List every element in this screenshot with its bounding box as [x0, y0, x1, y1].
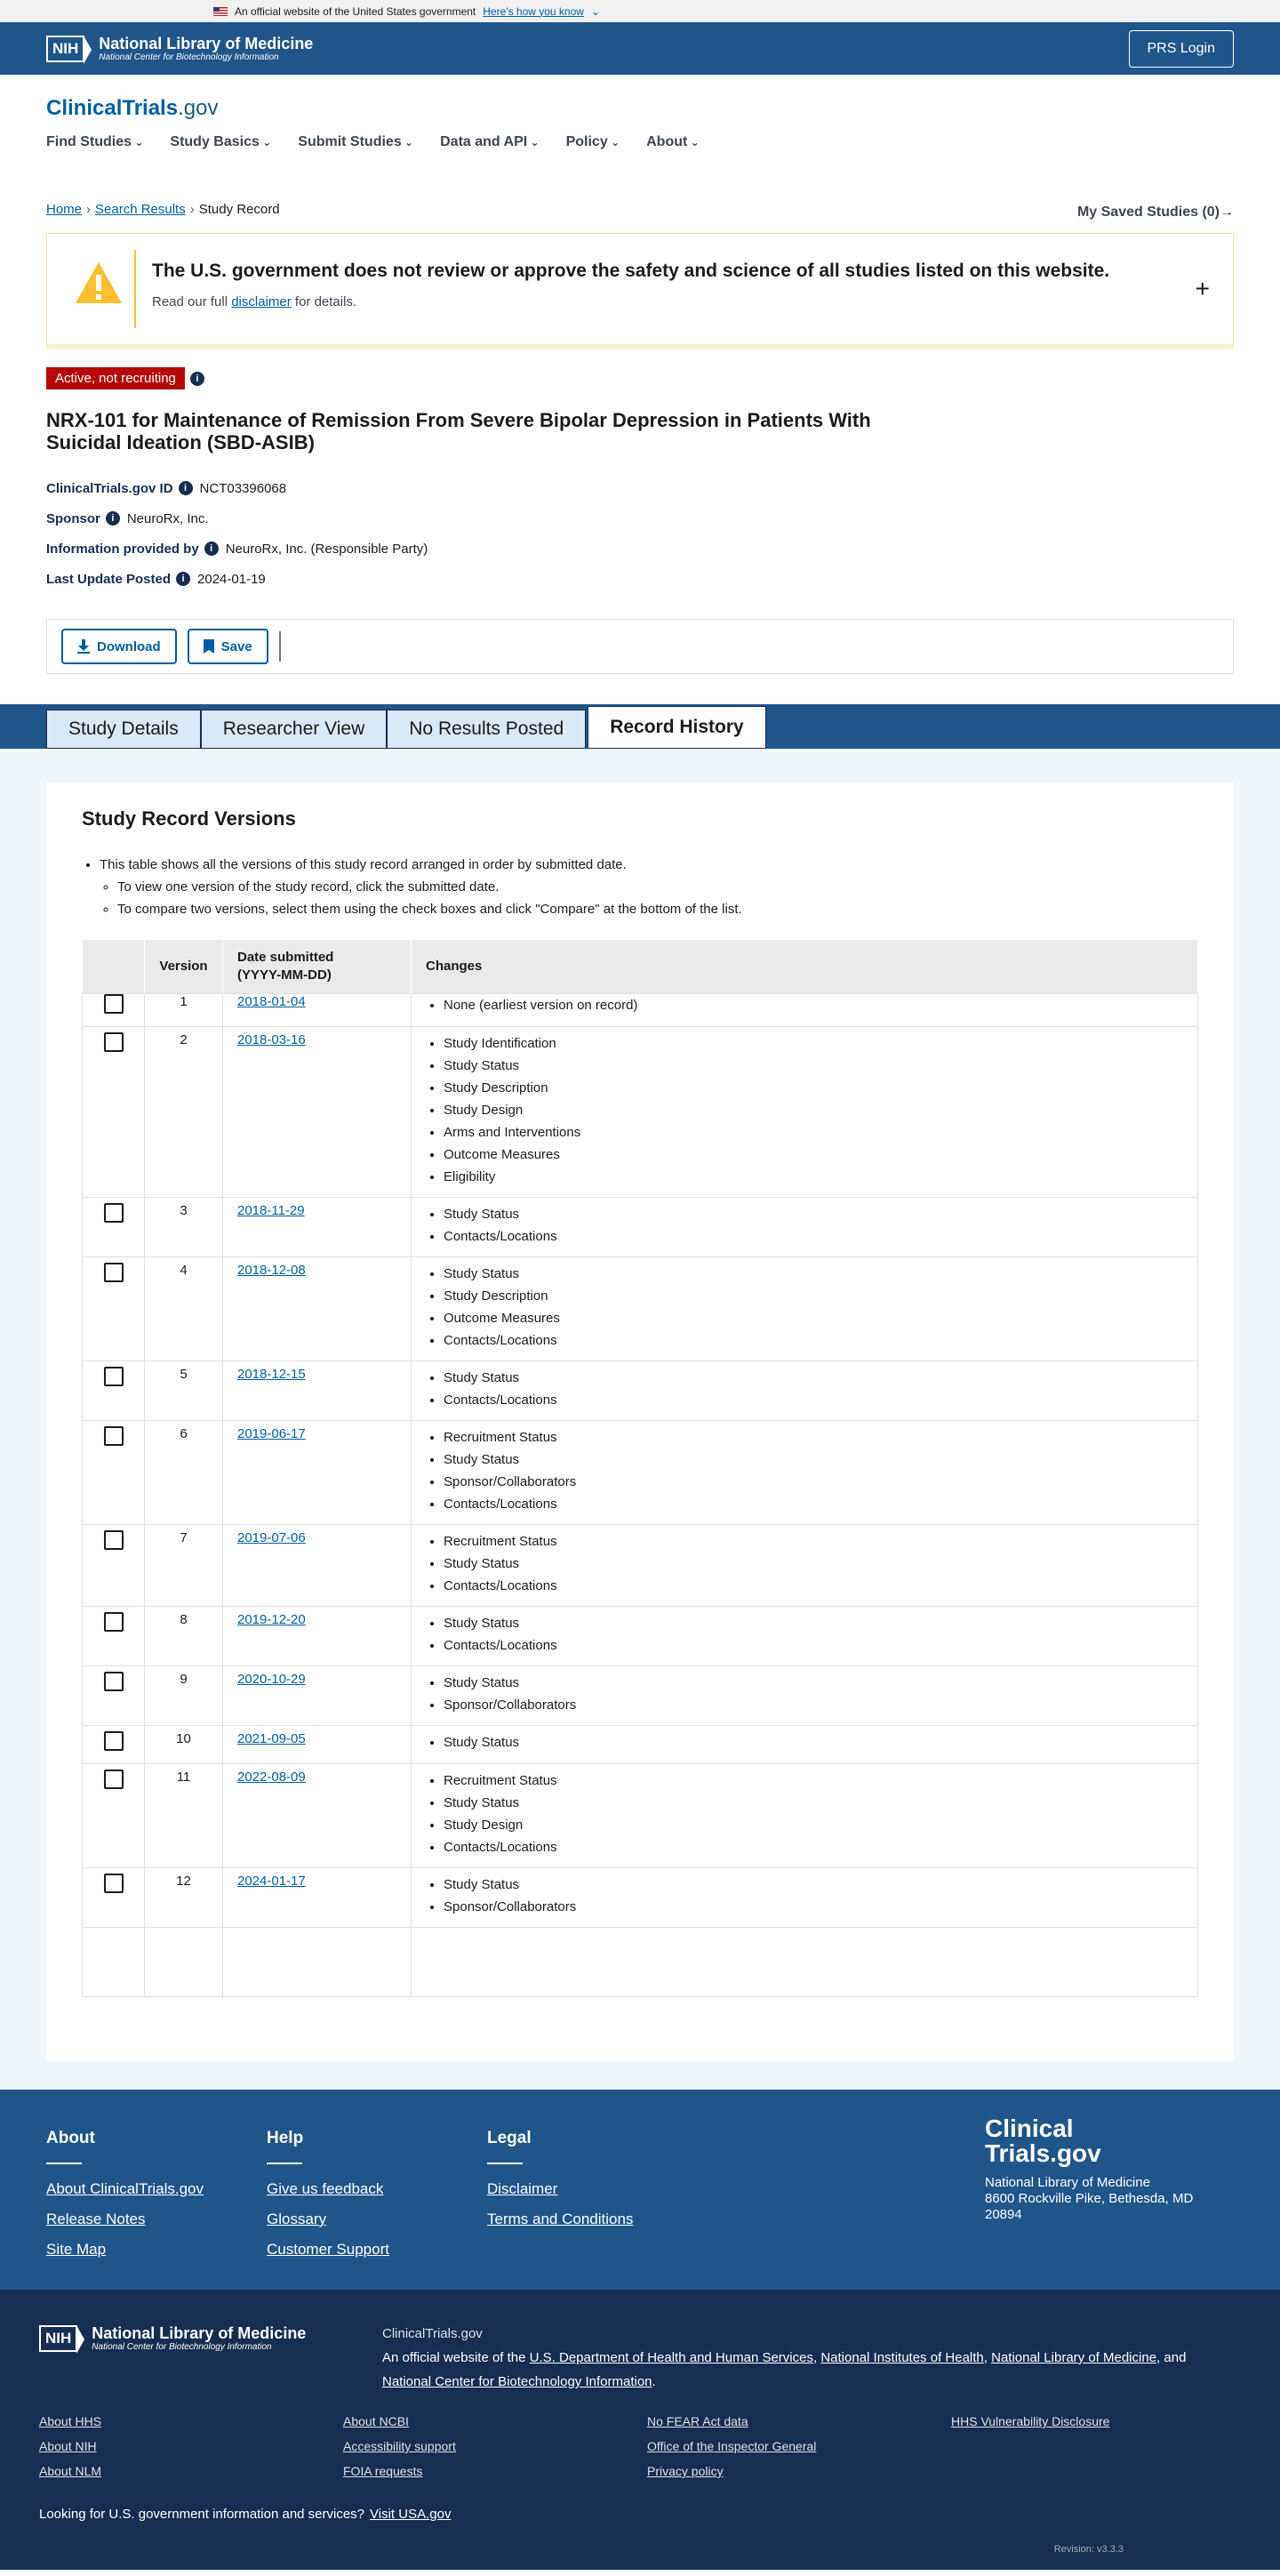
version-number: 7 — [145, 1524, 223, 1606]
expand-alert-icon[interactable]: + — [1195, 275, 1210, 302]
changes-cell — [412, 1763, 1198, 1867]
us-flag-icon — [213, 7, 228, 16]
changes-list — [444, 1263, 1183, 1352]
meta-sponsor-value: NeuroRx, Inc. — [126, 510, 209, 526]
footer-address — [985, 2175, 1216, 2223]
nih-logo-box: NIH — [46, 36, 84, 62]
change-item: • Study Status — [444, 1203, 1183, 1225]
change-item: • Study Description — [444, 1285, 1183, 1307]
actions-bar — [46, 619, 1234, 674]
changes-list — [444, 1032, 1183, 1188]
table-row — [83, 1524, 1198, 1606]
footer-link-support[interactable]: Customer Support — [267, 2241, 389, 2258]
checkbox-cell — [83, 1197, 145, 1256]
change-item: • Study Design — [444, 1099, 1183, 1121]
footer-address-2: 8600 Rockville Pike, Bethesda, MD 20894 — [985, 2191, 1194, 2222]
versions-table — [82, 940, 1198, 1997]
footer-link-glossary[interactable]: Glossary — [267, 2211, 327, 2227]
checkbox-cell — [83, 993, 145, 1026]
change-item: • Study Status — [444, 1874, 1183, 1896]
footer-logo[interactable] — [985, 2116, 1216, 2223]
logo-suffix: .gov — [178, 96, 219, 120]
change-item: • Recruitment Status — [444, 1530, 1183, 1553]
heres-how-you-know-link[interactable]: Here's how you know — [483, 4, 584, 18]
study-title: NRX-101 for Maintenance of Remission From Severe Bipolar Depression in Patients With Suicidal Ideation (SBD-ASIB) — [46, 409, 871, 453]
save-label: Save — [220, 638, 252, 654]
change-item: • None (earliest version on record) — [444, 994, 1183, 1016]
empty-cell — [145, 1927, 223, 1996]
changes-cell — [412, 1256, 1198, 1360]
table-row — [83, 1026, 1198, 1197]
disclaimer-link[interactable]: disclaimer — [231, 294, 292, 309]
checkbox-cell — [83, 1026, 145, 1197]
change-item: • Study Status — [444, 1448, 1183, 1471]
info-icon[interactable]: i — [179, 481, 193, 495]
chevron-down-icon[interactable]: ⌄ — [590, 4, 601, 18]
change-item: • Contacts/Locations — [444, 1389, 1183, 1411]
version-date-link[interactable]: 2024-01-17 — [237, 1873, 306, 1889]
usagov-text: Looking for U.S. government information and services? — [39, 2507, 365, 2522]
change-item: • Contacts/Locations — [444, 1329, 1183, 1352]
change-item: • Contacts/Locations — [444, 1634, 1183, 1657]
nav-submit-studies[interactable]: Submit Studies ⌄ — [298, 134, 413, 150]
footer-link-terms[interactable]: Terms and Conditions — [487, 2211, 634, 2227]
main-nav — [46, 134, 1234, 150]
date-cell — [223, 1524, 412, 1606]
col-date-line2: (YYYY-MM-DD) — [237, 967, 332, 983]
change-item: • Study Design — [444, 1814, 1183, 1836]
version-number: 11 — [145, 1763, 223, 1867]
col-date — [223, 940, 412, 993]
compare-checkbox[interactable] — [104, 1672, 124, 1691]
compare-checkbox[interactable] — [104, 1769, 124, 1789]
usagov-line — [39, 2507, 451, 2522]
change-item: • Study Description — [444, 1077, 1183, 1099]
date-cell — [223, 1665, 412, 1725]
site-footer — [0, 2090, 1280, 2290]
table-row — [83, 1725, 1198, 1763]
tab-researcher-view[interactable]: Researcher View — [201, 710, 388, 749]
change-item: • Contacts/Locations — [444, 1836, 1183, 1858]
compare-checkbox[interactable] — [104, 1367, 124, 1386]
table-row — [83, 993, 1198, 1026]
change-item: • Study Status — [444, 1367, 1183, 1389]
table-row — [83, 1606, 1198, 1665]
change-item: • Study Status — [444, 1055, 1183, 1077]
change-item: • Study Status — [444, 1553, 1183, 1575]
hhs-link[interactable]: U.S. Department of Health and Human Services — [529, 2350, 813, 2365]
col-checkbox — [83, 940, 145, 993]
nav-policy[interactable]: Policy ⌄ — [566, 134, 620, 150]
version-date-link[interactable]: 2018-01-04 — [237, 993, 306, 1009]
saved-studies-link[interactable]: My Saved Studies (0)→ — [1076, 205, 1234, 220]
link-privacy[interactable]: Privacy policy — [647, 2464, 724, 2478]
version-date-link[interactable]: 2022-08-09 — [237, 1769, 306, 1785]
change-item: • Recruitment Status — [444, 1426, 1183, 1448]
version-date-link[interactable]: 2019-06-17 — [237, 1425, 306, 1441]
changes-cell — [412, 1524, 1198, 1606]
meta-update-label: Last Update Posted — [46, 571, 172, 587]
change-item: • Outcome Measures — [444, 1144, 1183, 1166]
checkbox-cell — [83, 1360, 145, 1420]
col-date-line1: Date submitted — [237, 949, 334, 965]
date-cell — [223, 1606, 412, 1665]
nih-footer-box: NIH — [39, 2325, 77, 2352]
table-row — [83, 1197, 1198, 1256]
checkbox-cell — [83, 1524, 145, 1606]
nav-data-api[interactable]: Data and API ⌄ — [440, 134, 539, 150]
changes-list — [444, 994, 1183, 1016]
meta-info-label: Information provided by — [46, 541, 199, 557]
link-about-hhs[interactable]: About HHS — [39, 2414, 102, 2428]
save-button[interactable] — [188, 629, 268, 664]
meta-sponsor-label: Sponsor — [46, 510, 100, 526]
change-item: • Eligibility — [444, 1166, 1183, 1188]
compare-checkbox[interactable] — [104, 1263, 124, 1282]
change-item: • Contacts/Locations — [444, 1225, 1183, 1248]
nih-footer-logo[interactable] — [39, 2325, 306, 2352]
nih-footer-subtitle: National Center for Biotechnology Information — [92, 2342, 272, 2352]
version-number: 4 — [145, 1256, 223, 1360]
checkbox-cell — [83, 1725, 145, 1763]
info-icon[interactable]: i — [176, 572, 190, 586]
status-badge: Active, not recruiting — [46, 367, 185, 389]
footer-link-feedback[interactable]: Give us feedback — [267, 2180, 384, 2197]
table-row — [83, 1665, 1198, 1725]
compare-checkbox[interactable] — [104, 1032, 124, 1052]
changes-list — [444, 1612, 1183, 1657]
changes-list — [444, 1530, 1183, 1597]
footer-help-title: Help — [267, 2129, 304, 2147]
nlm-link[interactable]: National Library of Medicine — [991, 2350, 1157, 2365]
change-item: • Sponsor/Collaborators — [444, 1896, 1183, 1918]
date-cell — [223, 993, 412, 1026]
breadcrumb-search-results[interactable]: Search Results — [95, 202, 186, 217]
revision-text: Revision: v3.3.3 — [1053, 2544, 1124, 2555]
alert-text — [152, 294, 356, 309]
footer-logo-line1: Clinical — [985, 2115, 1074, 2142]
change-item: • Study Status — [444, 1263, 1183, 1285]
change-item: • Outcome Measures — [444, 1307, 1183, 1329]
info-icon[interactable]: i — [204, 542, 219, 556]
compare-checkbox[interactable] — [104, 1203, 124, 1223]
tab-record-history[interactable]: Record History — [588, 706, 766, 749]
tab-no-results-posted[interactable]: No Results Posted — [387, 710, 586, 749]
change-item: • Contacts/Locations — [444, 1575, 1183, 1597]
breadcrumb-current: Study Record — [198, 202, 280, 217]
date-cell — [223, 1420, 412, 1524]
version-number: 9 — [145, 1665, 223, 1725]
date-cell — [223, 1867, 412, 1927]
changes-list — [444, 1731, 1183, 1753]
alert-heading: The U.S. government does not review or approve the safety and science of all studies listed on this website. — [152, 261, 1110, 281]
change-item: • Sponsor/Collaborators — [444, 1471, 1183, 1493]
intro-text: This table shows all the versions of this study record arranged in order by submitted date. — [100, 857, 627, 872]
versions-heading: Study Record Versions — [82, 807, 296, 830]
nav-find-studies[interactable]: Find Studies ⌄ — [46, 134, 143, 150]
download-label: Download — [97, 638, 161, 654]
link-about-nih[interactable]: About NIH — [39, 2439, 97, 2453]
warning-icon — [74, 261, 124, 305]
table-row — [83, 1360, 1198, 1420]
breadcrumb-home[interactable]: Home — [46, 202, 83, 217]
chevron-right-icon: › — [86, 202, 92, 217]
footer-link-release-notes[interactable]: Release Notes — [46, 2211, 146, 2227]
date-cell — [223, 1360, 412, 1420]
checkbox-cell — [83, 1256, 145, 1360]
footer-about-title: About — [46, 2129, 95, 2147]
footer-help — [267, 2129, 389, 2271]
table-row — [83, 1256, 1198, 1360]
footer-logo-line2: Trials.gov — [985, 2139, 1101, 2167]
link-inspector-general[interactable]: Office of the Inspector General — [647, 2439, 817, 2453]
date-cell — [223, 1256, 412, 1360]
change-item: • Study Status — [444, 1731, 1183, 1753]
change-item: • Arms and Interventions — [444, 1121, 1183, 1144]
checkbox-cell — [83, 1867, 145, 1927]
version-date-link[interactable]: 2019-07-06 — [237, 1529, 306, 1545]
nih-subtitle: National Center for Biotechnology Information — [99, 52, 279, 62]
checkbox-cell — [83, 1420, 145, 1524]
change-item: • Study Status — [444, 1672, 1183, 1694]
version-number: 8 — [145, 1606, 223, 1665]
checkbox-cell — [83, 1606, 145, 1665]
version-date-link[interactable]: 2018-12-08 — [237, 1262, 306, 1278]
clinicaltrials-logo[interactable] — [46, 96, 1234, 121]
main-content — [0, 749, 1280, 2090]
footer-link-disclaimer[interactable]: Disclaimer — [487, 2180, 558, 2197]
changes-list — [444, 1367, 1183, 1411]
nih-header — [0, 22, 1280, 75]
version-number: 1 — [145, 993, 223, 1026]
empty-cell — [412, 1927, 1198, 1996]
tabs-bar — [0, 704, 1280, 749]
footer-gov-links — [39, 2414, 1255, 2478]
prs-login-button[interactable]: PRS Login — [1129, 30, 1235, 68]
nih-title: National Library of Medicine — [99, 34, 314, 52]
nih-link[interactable]: National Institutes of Health — [820, 2350, 984, 2365]
link-about-nlm[interactable]: About NLM — [39, 2464, 102, 2478]
compare-checkbox[interactable] — [104, 1731, 124, 1751]
compare-checkbox[interactable] — [104, 1612, 124, 1632]
actions-divider — [279, 631, 281, 662]
meta-update-value: 2024-01-19 — [197, 571, 266, 587]
compare-checkbox[interactable] — [104, 1426, 124, 1446]
bookmark-icon — [204, 639, 214, 654]
footer-legal — [487, 2129, 633, 2241]
changes-cell — [412, 1360, 1198, 1420]
download-button[interactable] — [61, 629, 177, 664]
col-changes: Changes — [412, 940, 1198, 993]
study-meta — [46, 473, 1234, 594]
changes-cell — [412, 1725, 1198, 1763]
version-date-link[interactable]: 2018-03-16 — [237, 1031, 306, 1047]
tab-study-details[interactable]: Study Details — [46, 710, 201, 749]
changes-cell — [412, 1197, 1198, 1256]
footer-legal-title: Legal — [487, 2129, 532, 2147]
change-item: • Study Status — [444, 1792, 1183, 1814]
version-number: 12 — [145, 1867, 223, 1927]
logo-main: ClinicalTrials — [46, 96, 179, 120]
alert-suffix: for details. — [291, 294, 357, 309]
footer-link-site-map[interactable]: Site Map — [46, 2241, 107, 2258]
change-item: • Sponsor/Collaborators — [444, 1694, 1183, 1716]
changes-cell — [412, 1420, 1198, 1524]
change-item: • Contacts/Locations — [444, 1493, 1183, 1515]
compare-checkbox[interactable] — [104, 994, 124, 1014]
version-number: 6 — [145, 1420, 223, 1524]
version-number: 3 — [145, 1197, 223, 1256]
nih-footer-title: National Library of Medicine — [92, 2324, 307, 2342]
meta-info-value: NeuroRx, Inc. (Responsible Party) — [225, 541, 428, 557]
date-cell — [223, 1763, 412, 1867]
table-row — [83, 1763, 1198, 1867]
compare-checkbox[interactable] — [104, 1530, 124, 1550]
table-row — [83, 1867, 1198, 1927]
footer-address-1: National Library of Medicine — [985, 2175, 1150, 2190]
changes-cell — [412, 993, 1198, 1026]
meta-id-value: NCT03396068 — [199, 480, 287, 496]
version-date-link[interactable]: 2021-09-05 — [237, 1730, 306, 1746]
version-number: 5 — [145, 1360, 223, 1420]
nih-logo[interactable] — [46, 36, 313, 62]
version-date-link[interactable]: 2018-11-29 — [237, 1202, 305, 1218]
changes-list — [444, 1769, 1183, 1858]
changes-cell — [412, 1606, 1198, 1665]
empty-cell — [83, 1927, 145, 1996]
info-icon[interactable]: i — [106, 511, 120, 526]
changes-cell — [412, 1665, 1198, 1725]
intro-sub-1: ◦ To view one version of the study record, click the submitted date. — [117, 876, 1198, 898]
empty-cell — [223, 1927, 412, 1996]
checkbox-cell — [83, 1665, 145, 1725]
empty-row — [83, 1927, 1198, 1996]
footer-link-about-ct[interactable]: About ClinicalTrials.gov — [46, 2180, 204, 2197]
footer-official-text: ClinicalTrials.gov An official website of the U.S. Department of Health and Human Services, National Institutes of Health, National Library of Medicine, and National Center for Biotechnology Information. — [382, 2322, 1218, 2394]
info-icon[interactable]: i — [190, 372, 204, 386]
link-vulnerability-disclosure[interactable]: HHS Vulnerability Disclosure — [951, 2414, 1110, 2428]
nav-study-basics[interactable]: Study Basics ⌄ — [170, 134, 271, 150]
versions-card — [46, 782, 1234, 2061]
link-foia[interactable]: FOIA requests — [343, 2464, 423, 2478]
changes-cell — [412, 1026, 1198, 1197]
alert-prefix: Read our full — [152, 294, 232, 309]
nav-about[interactable]: About ⌄ — [646, 134, 700, 150]
version-number: 10 — [145, 1725, 223, 1763]
changes-cell — [412, 1867, 1198, 1927]
footer-about — [46, 2129, 204, 2271]
gov-banner-text: An official website of the United States government — [235, 4, 476, 18]
version-date-link[interactable]: 2018-12-15 — [237, 1366, 306, 1382]
date-cell — [223, 1026, 412, 1197]
disclaimer-alert — [46, 233, 1234, 349]
version-number: 2 — [145, 1026, 223, 1197]
nlm-footer — [0, 2290, 1280, 2570]
changes-list — [444, 1672, 1183, 1716]
usagov-link[interactable]: Visit USA.gov — [370, 2507, 452, 2522]
footer-official-prefix: An official website of the — [382, 2350, 530, 2365]
link-about-ncbi[interactable]: About NCBI — [343, 2414, 409, 2428]
meta-id-label: ClinicalTrials.gov ID — [46, 480, 173, 496]
checkbox-cell — [83, 1763, 145, 1867]
changes-list — [444, 1426, 1183, 1515]
date-cell — [223, 1725, 412, 1763]
alert-divider — [134, 250, 136, 328]
version-date-link[interactable]: 2020-10-29 — [237, 1671, 306, 1687]
versions-intro — [100, 854, 1198, 920]
change-item: • Recruitment Status — [444, 1769, 1183, 1792]
change-item: • Study Status — [444, 1612, 1183, 1634]
intro-sub-2: ◦ To compare two versions, select them using the check boxes and click "Compare" at the bottom of the list. — [117, 898, 1198, 920]
changes-list — [444, 1203, 1183, 1248]
footer-site-name: ClinicalTrials.gov — [382, 2326, 483, 2341]
date-cell — [223, 1197, 412, 1256]
change-item: • Study Identification — [444, 1032, 1183, 1055]
link-accessibility[interactable]: Accessibility support — [343, 2439, 456, 2453]
changes-list — [444, 1874, 1183, 1918]
download-icon — [77, 639, 90, 654]
table-row — [83, 1420, 1198, 1524]
chevron-right-icon: › — [189, 202, 195, 217]
gov-banner — [0, 0, 1280, 22]
link-no-fear-act[interactable]: No FEAR Act data — [647, 2414, 748, 2428]
version-date-link[interactable]: 2019-12-20 — [237, 1611, 306, 1627]
ncbi-link[interactable]: National Center for Biotechnology Information — [382, 2374, 652, 2389]
compare-checkbox[interactable] — [104, 1874, 124, 1893]
col-version: Version — [145, 940, 223, 993]
